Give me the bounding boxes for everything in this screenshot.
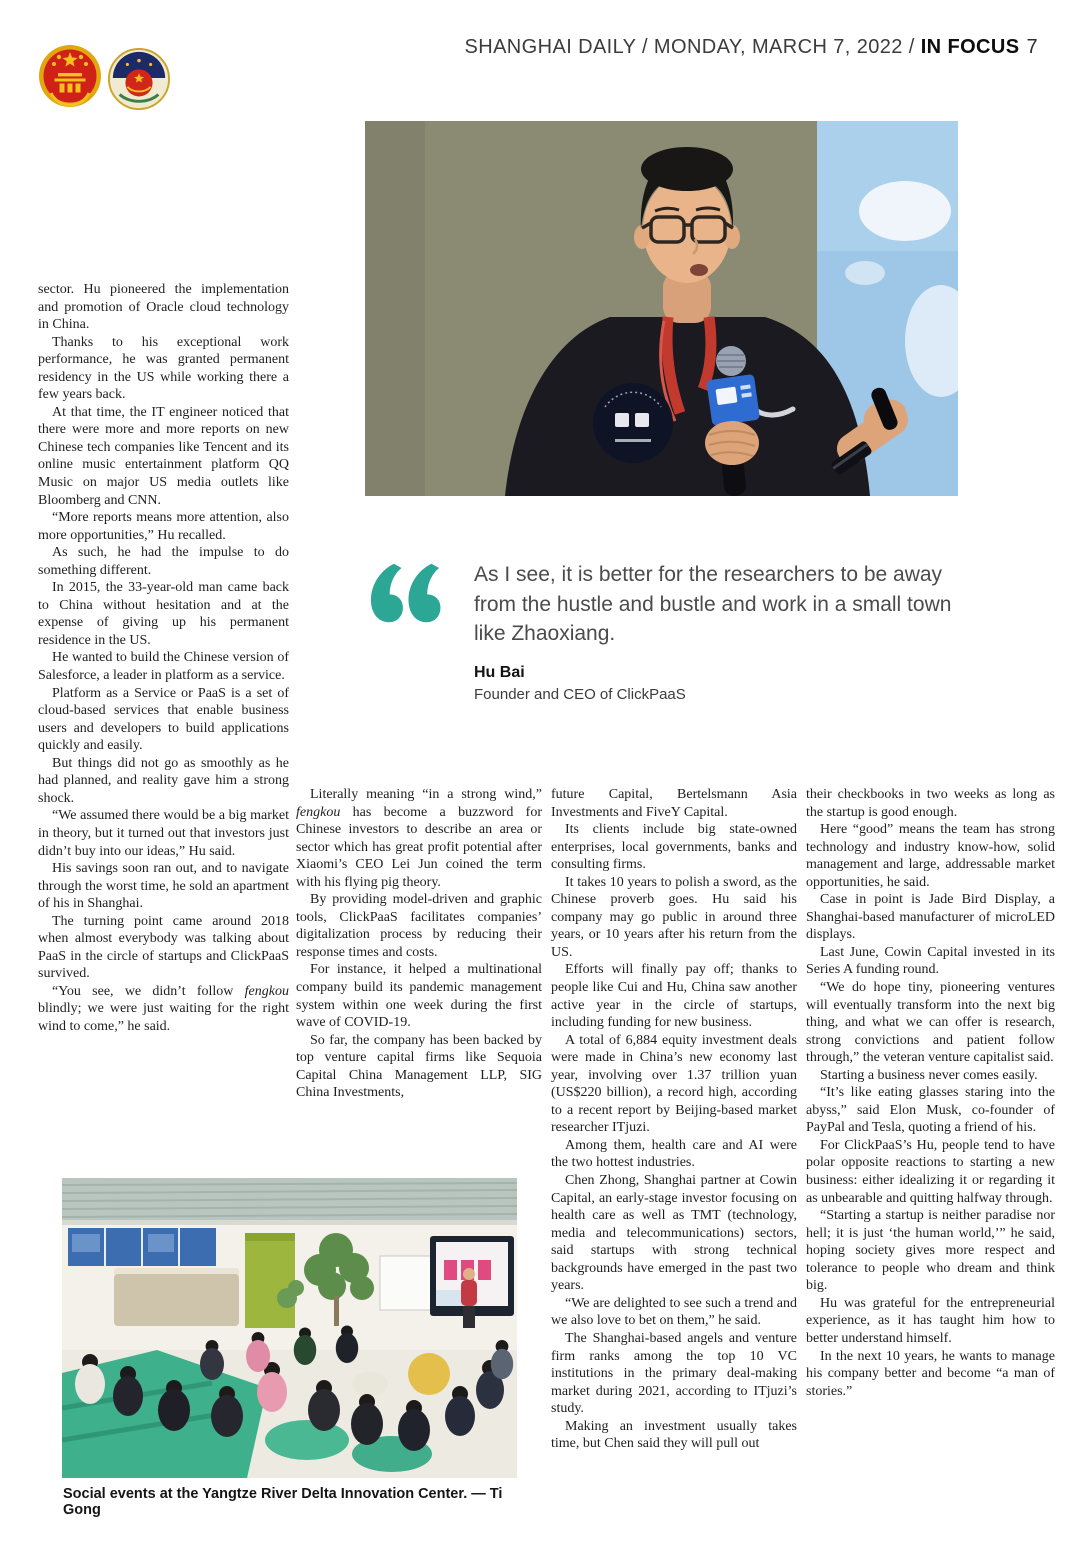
- paragraph: “We do hope tiny, pioneering ventures will eventually transform into the next big thing, and what we can offer is research, strong convictions and patient follow through,” the veteran venture capitalist said.: [806, 980, 1055, 1066]
- quote-attribution-title: Founder and CEO of ClickPaaS: [474, 686, 686, 703]
- paragraph: “It’s like eating glasses staring into the abyss,” said Elon Musk, co-founder of PayPal and Tesla, quoting a friend of his.: [806, 1085, 1055, 1136]
- paragraph: For ClickPaaS’s Hu, people tend to have polar opposite reactions to starting a new business: either idealizing it or regarding it as unbearable and quitting halfway through.: [806, 1137, 1055, 1206]
- paragraph: In the next 10 years, he wants to manage his company better and become “a man of stories.”: [806, 1348, 1055, 1399]
- header-section: IN FOCUS: [920, 36, 1020, 58]
- paragraph: In 2015, the 33-year-old man came back to China without hesitation and at the expense of giving up his permanent residence in the US.: [38, 580, 289, 648]
- paragraph: At that time, the IT engineer noticed that there were more and more reports on new Chinese tech companies like Tencent and its online music entertainment platform QQ Music on major US media outlets like Bloomberg and CNN.: [38, 404, 289, 508]
- paragraph: “We assumed there would be a big market in theory, but it turned out that investors just didn’t buy into our ideas,” Hu said.: [38, 808, 289, 859]
- article-column-4: [806, 786, 1055, 1400]
- paragraph: “We are delighted to see such a trend and we also love to bet on them,” he said.: [551, 1295, 797, 1329]
- paragraph: A total of 6,884 equity investment deals were made in China’s new economy last year, involving over 1.37 trillion yuan (US$220 billion), a record high, according to a recent report by Beijing-based market researcher ITjuzi.: [551, 1032, 797, 1136]
- paragraph: He wanted to build the Chinese version of Salesforce, a leader in platform as a service.: [38, 650, 289, 684]
- paragraph: So far, the company has been backed by top venture capital firms like Sequoia Capital China Management LLP, SIG China Investments,: [296, 1032, 542, 1101]
- paragraph: His savings soon ran out, and to navigate through the worst time, he sold an apartment of his in Shanghai.: [38, 861, 289, 912]
- article-column-1: [38, 281, 289, 1036]
- article-column-2: [296, 786, 542, 1102]
- paragraph: Starting a business never comes easily.: [820, 1067, 1038, 1083]
- page-header: [0, 36, 1038, 59]
- paragraph: Platform as a Service or PaaS is a set of cloud-based services that enable business users and developers to build applications quickly and easily.: [38, 685, 289, 754]
- paragraph: Chen Zhong, Shanghai partner at Cowin Capital, an early-stage investor focusing on health care as well as TMT (technology, media and telecommunications) sectors, said startups with strong technical backgrounds have emerged in the past two years.: [551, 1173, 797, 1294]
- article-column-3: [551, 786, 797, 1453]
- paragraph: It takes 10 years to polish a sword, as the Chinese proverb goes. Hu said his company may go public in around three years, or 10 years after his return from the US.: [551, 874, 797, 960]
- pull-quote-text: As I see, it is better for the researchers to be away from the hustle and bustle and work in a small town like Zhaoxiang.: [474, 563, 952, 645]
- paragraph: “More reports means more attention, also more opportunities,” Hu recalled.: [38, 510, 289, 543]
- main-photo-speaker: [365, 121, 958, 496]
- paragraph: By providing model-driven and graphic tools, ClickPaaS facilitates companies’ digitalization process by reducing their response times and costs.: [296, 892, 542, 960]
- paragraph: Thanks to his exceptional work performance, he was granted permanent residency in the US while working there a few years back.: [38, 334, 289, 403]
- paragraph: For instance, it helped a multinational company build its pandemic management system within one week during the first wave of COVID-19.: [296, 962, 542, 1031]
- paragraph: Last June, Cowin Capital invested in its Series A funding round.: [806, 944, 1055, 978]
- paragraph: sector. Hu pioneered the implementation and promotion of Oracle cloud technology in China.: [38, 282, 289, 333]
- quote-attribution-name: Hu Bai: [474, 664, 525, 681]
- innovation-center-illustration: [62, 1178, 517, 1478]
- speaker-illustration: [365, 121, 958, 496]
- paragraph: Literally meaning “in a strong wind,” fengkou has become a buzzword for Chinese investors to describe an area or sector which has great profit potential after Xiaomi’s CEO Lei Jun coined the term with his flying pig theory.: [296, 787, 542, 890]
- paragraph: Making an investment usually takes time, but Chen said they will pull out: [551, 1418, 797, 1452]
- paragraph: “Starting a startup is neither paradise nor hell; it is just ‘the human world,’” he said, hoping society gives more respect and tolerance to people who dream and think big.: [806, 1208, 1055, 1294]
- paragraph: Hu was grateful for the entrepreneurial experience, as it has taught him how to better understand himself.: [806, 1295, 1055, 1346]
- paragraph: As such, he had the impulse to do something different.: [38, 545, 289, 578]
- header-date: SHANGHAI DAILY / MONDAY, MARCH 7, 2022 /: [464, 36, 915, 58]
- paragraph: their checkbooks in two weeks as long as the startup is good enough.: [806, 787, 1055, 820]
- photo-caption: Social events at the Yangtze River Delta Innovation Center. — Ti Gong: [63, 1486, 503, 1518]
- paragraph: The turning point came around 2018 when almost everybody was talking about PaaS in the circle of startups and ClickPaaS survived.: [38, 913, 289, 982]
- header-page-number: 7: [1026, 36, 1038, 58]
- paragraph: Case in point is Jade Bird Display, a Shanghai-based manufacturer of microLED displays.: [806, 892, 1055, 943]
- paragraph: Here “good” means the team has strong technology and industry know-how, solid management and large, addressable market opportunities, he said.: [806, 822, 1055, 890]
- paragraph: The Shanghai-based angels and venture firm ranks among the top 10 VC institutions in the primary deal-making market during 2021, according to ITjuzi’s study.: [551, 1330, 797, 1417]
- bottom-photo-innovation-center: [62, 1178, 517, 1478]
- paragraph: future Capital, Bertelsmann Asia Investments and FiveY Capital.: [551, 787, 797, 820]
- quote-mark-icon: [366, 561, 444, 625]
- paragraph: Among them, health care and AI were the two hottest industries.: [551, 1137, 797, 1171]
- paragraph: “You see, we didn’t follow fengkou blindly; we were just waiting for the right wind to come,” he said.: [38, 983, 289, 1034]
- paragraph: Efforts will finally pay off; thanks to people like Cui and Hu, China saw another active year in the circle of startups, including funding for new business.: [551, 962, 797, 1031]
- paragraph: Its clients include big state-owned enterprises, local governments, banks and consulting firms.: [551, 822, 797, 873]
- paragraph: But things did not go as smoothly as he had planned, and reality gave him a strong shock.: [38, 755, 289, 806]
